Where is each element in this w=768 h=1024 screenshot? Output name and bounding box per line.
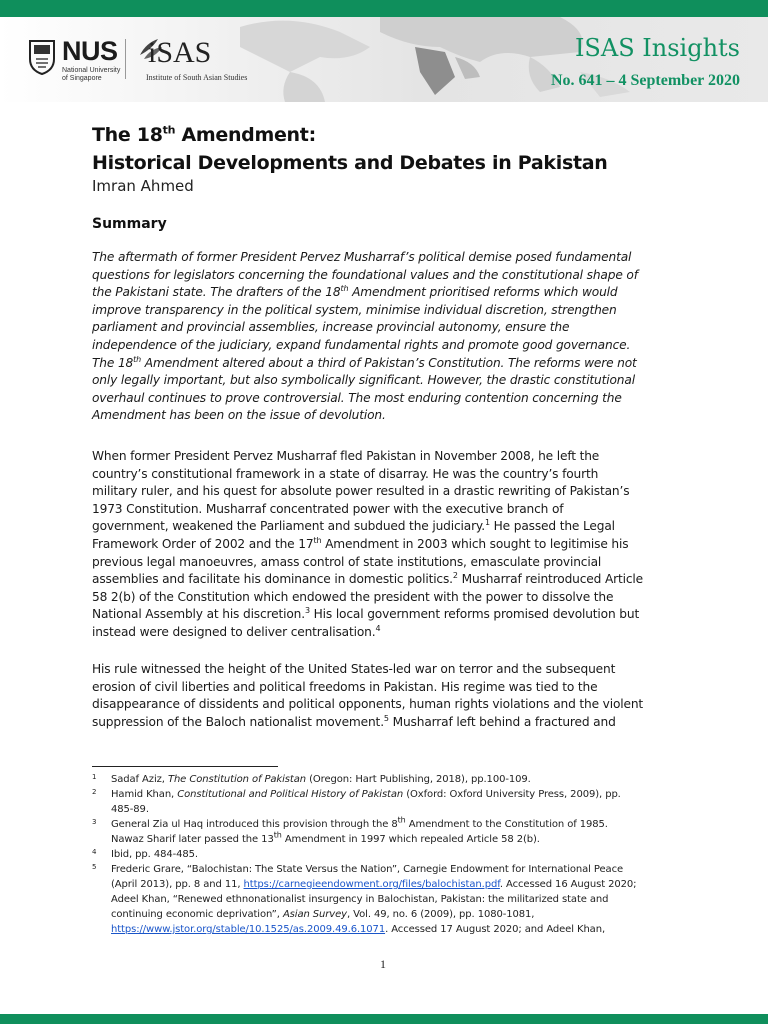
top-accent-bar — [0, 0, 768, 17]
body-paragraph-2 — [92, 661, 682, 731]
text-line: The aftermath of former President Pervez Musharraf’s political demise posed fundamental — [92, 250, 632, 264]
footnote-separator — [92, 766, 278, 767]
text-line: the Pakistani state. The drafters of the 18th Amendment prioritised reforms which would — [92, 284, 618, 300]
text-line: suppression of the Baloch nationalist movement.$^5$ Musharraf left behind a fractured and — [92, 713, 616, 729]
text-line: National Assembly at his discretion.$^3$ His local government reforms promised devolution but — [92, 606, 640, 622]
text-line: independence of the judiciary, expand fundamental rights and promote good governance. — [92, 337, 631, 352]
text-line: 1973 Constitution. Musharraf concentrated power with the executive branch of — [92, 501, 564, 516]
text-line: country’s constitutional framework in a state of disarray. He was the country’s fourth — [92, 466, 599, 481]
text-line: parliament and provincial assemblies, increase provincial autonomy, ensure the — [92, 320, 570, 335]
summary-paragraph — [92, 249, 682, 425]
nus-logo-text: NUS — [62, 36, 118, 66]
text-line: military ruler, and his quest for absolute power resulted in a drastic rewriting of Pakistan’s — [92, 484, 630, 499]
logo-divider — [125, 39, 126, 79]
text-line: The 18th Amendment altered about a third of Pakistan’s Constitution. The reforms were not — [92, 354, 637, 370]
text-line: previous legal manoeuvres, amass control of state institutions, emasculate provincial — [92, 554, 602, 569]
text-line: overhaul continues to prove controversial. The most enduring contention concerning the — [92, 390, 622, 405]
text-line: instead were designed to deliver centralisation.$^4$ — [92, 623, 381, 639]
summary-heading: Summary — [92, 216, 167, 232]
text-line: assemblies and facilitate his dominance in domestic politics.$^2$ Musharraf reintroduced Article — [92, 571, 644, 587]
author-name: Imran Ahmed — [92, 177, 194, 195]
article-title: The 18th Amendment: Historical Developments and Debates in Pakistan — [92, 123, 608, 174]
publication-title: ISAS Insights — [574, 34, 740, 62]
nus-subtitle: National University of Singapore — [62, 67, 121, 82]
issue-number-date: No. 641 – 4 September 2020 — [550, 72, 740, 89]
carnegie-link[interactable]: https://carnegieendowment.org/files/balochistan.pdf — [243, 879, 500, 890]
text-line: questions for legislators concerning the foundational values and the constitutional shape of — [92, 267, 638, 282]
footnote-1: 1 Sadaf Aziz, The Constitution of Pakistan (Oregon: Hart Publishing, 2018), pp.100-109. — [92, 773, 531, 785]
footnotes — [92, 772, 672, 937]
text-line: Amendment has been on the issue of devolution. — [92, 408, 386, 423]
header-banner — [0, 17, 768, 102]
text-line: improve transparency in the political system, minimise individual discretion, strengthen — [92, 302, 617, 317]
isas-logo-text: iSAS — [148, 36, 212, 69]
text-line: government, weakened the Parliament and subdued the judiciary.$^1$ He passed the Legal — [92, 518, 615, 534]
text-line: When former President Pervez Musharraf fled Pakistan in November 2008, he left the — [92, 449, 600, 463]
text-line: His rule witnessed the height of the United States-led war on terror and the subsequent — [92, 662, 616, 676]
text-line: disappearance of dissidents and political opponents, human rights violations and the violent — [92, 697, 644, 712]
isas-subtitle: Institute of South Asian Studies — [146, 73, 248, 82]
text-line: only legally important, but also symbolically significant. However, the drastic constitutional — [92, 373, 635, 388]
jstor-link[interactable]: https://www.jstor.org/stable/10.1525/as.2009.49.6.1071 — [111, 924, 386, 935]
footnote-2: 2 Hamid Khan, Constitutional and Political History of Pakistan (Oxford: Oxford University Press, 2009), pp. 485-89. — [92, 788, 621, 815]
text-line: erosion of civil liberties and political freedoms in Pakistan. His regime was tied to the — [92, 679, 598, 694]
text-line: 58 2(b) of the Constitution which endowed the president with the power to dissolve the — [92, 589, 614, 604]
footnote-3: 3 General Zia ul Haq introduced this provision through the 8th Amendment to the Constitution of 1985. Nawaz Sharif later passed the 13th Amendment in 1997 which repealed Article 58 2(b). — [92, 815, 608, 845]
footnote-4: 4 Ibid, pp. 484-485. — [92, 848, 198, 860]
nus-crest-icon — [28, 39, 56, 75]
text-line: Framework Order of 2002 and the 17th Amendment in 2003 which sought to legitimise his — [92, 535, 629, 551]
page-number: 1 — [380, 957, 386, 971]
bottom-accent-bar — [0, 1014, 768, 1024]
body-paragraph-1 — [92, 448, 682, 642]
footnote-5: 5 Frederic Grare, “Balochistan: The State Versus the Nation”, Carnegie Endowment for International Peace (April 2013), pp. 8 and 11, https://carnegieendowment.org/files/balochistan.pdf. Accessed 16 August 2020; Adeel Khan, “Renewed ethnonationalist insurgency in Balochistan, Pakistan: the militarized state and continuing economic deprivation”, Asian Survey, Vol. 49, no. 6 (2009), pp. 1080-1081, https://www.jstor.org/stable/10.1525/as.2009.49.6.1071. Accessed 17 August 2020; and Adeel Khan, — [92, 863, 637, 935]
